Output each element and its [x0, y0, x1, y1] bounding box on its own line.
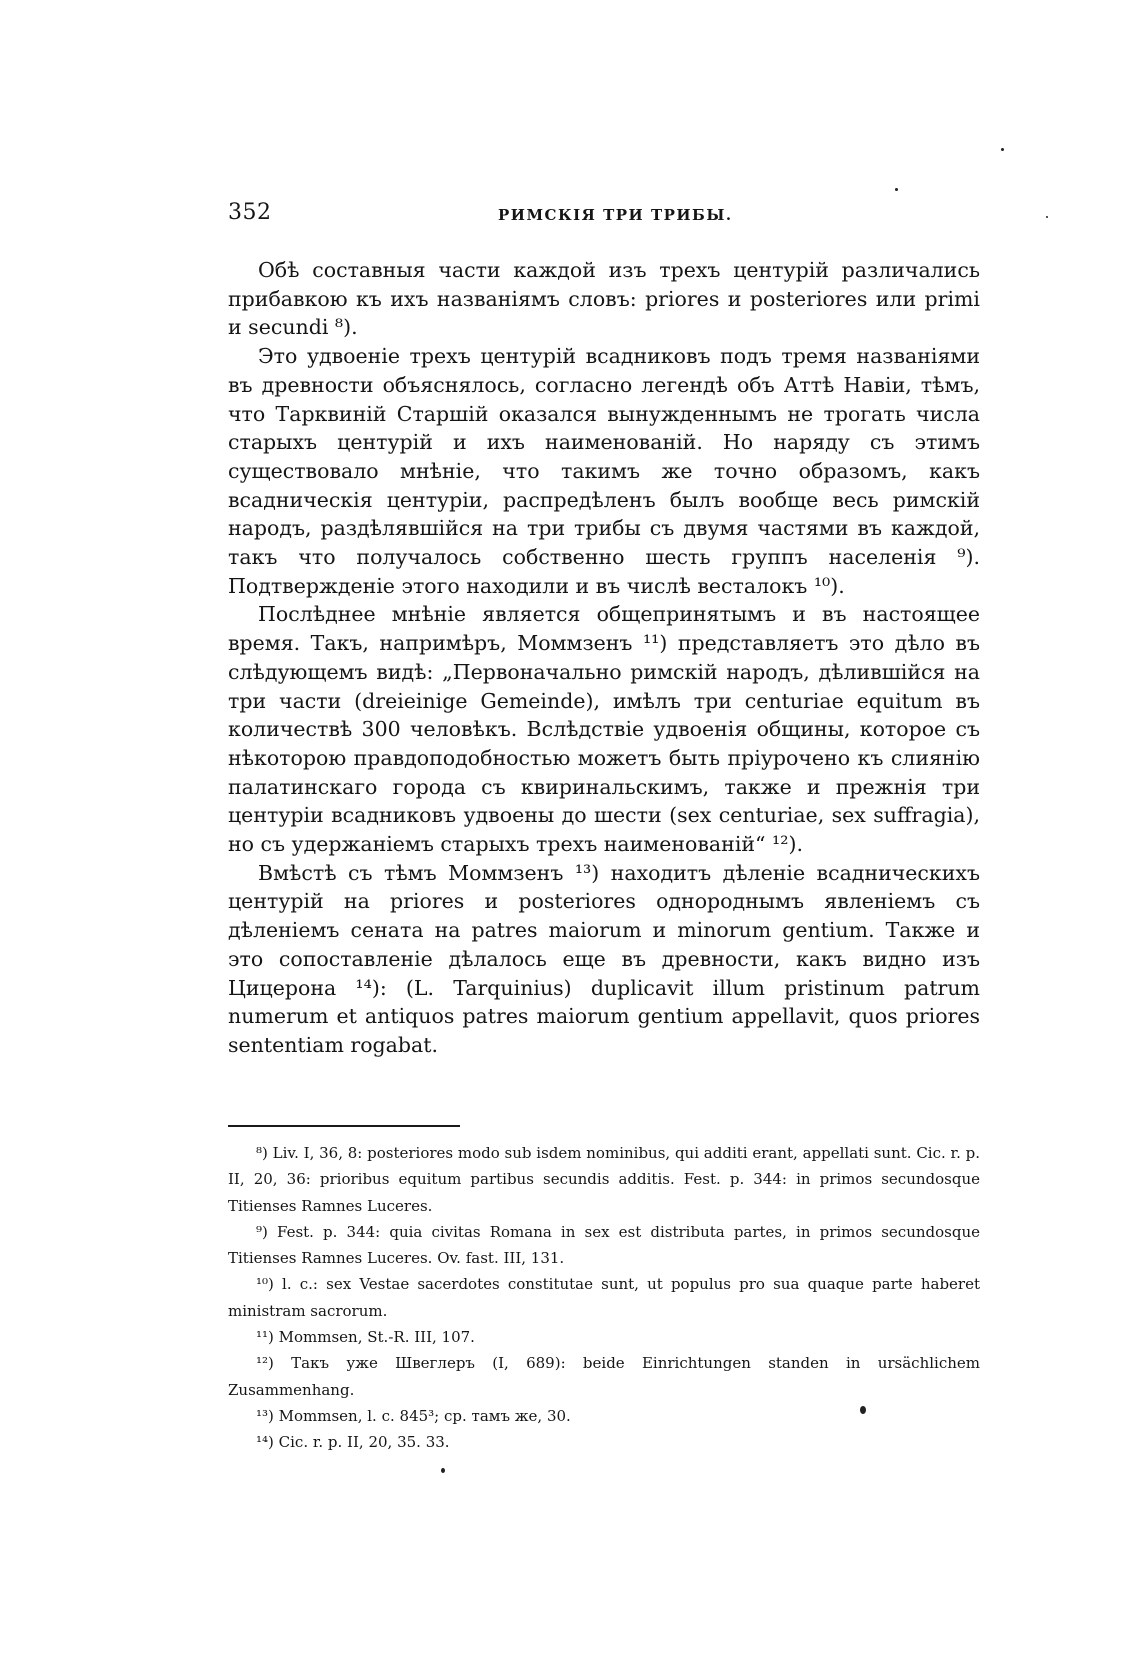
page-header	[228, 200, 980, 232]
scan-speck	[441, 1468, 445, 1473]
footnote-12: ¹²) Такъ уже Швеглеръ (I, 689): beide Einrichtungen standen in ursächlichem Zusammenhang.	[228, 1354, 980, 1399]
page-number: 352	[228, 200, 272, 225]
footnote-14: ¹⁴) Cic. r. p. II, 20, 35. 33.	[256, 1433, 450, 1452]
running-title: РИМСКІЯ ТРИ ТРИБЫ.	[498, 206, 733, 224]
footnote-10: ¹⁰) l. c.: sex Vestae sacerdotes constitutae sunt, ut populus pro sua quaque parte haberet ministram sacrorum.	[228, 1275, 980, 1320]
paragraph-1: Обѣ составныя части каждой изъ трехъ центурій различались прибавкою къ ихъ названіямъ словъ: priores и posteriores или primi и secundi ⁸).	[228, 258, 980, 340]
main-text	[228, 256, 980, 1060]
scan-speck	[1046, 216, 1048, 218]
footnote-11: ¹¹) Mommsen, St.-R. III, 107.	[256, 1328, 475, 1347]
footnote-8: ⁸) Liv. I, 36, 8: posteriores modo sub isdem nominibus, qui additi erant, appellati sunt. Cic. r. p. II, 20, 36: prioribus equitum partibus secundis additis. Fest. p. 344: in primos secundosque Titienses Ramnes Luceres.	[228, 1144, 980, 1215]
footnote-9: ⁹) Fest. p. 344: quia civitas Romana in sex est distributa partes, in primos secundosque Titienses Ramnes Luceres. Ov. fast. III, 131.	[228, 1222, 980, 1268]
paragraph-3: Послѣднее мнѣніе является общепринятымъ и въ настоящее время. Такъ, напримѣръ, Моммзенъ ¹¹) представляетъ это дѣло въ слѣдующемъ видѣ: „Первоначально римскій народъ, дѣлившійся на три части (dreieinige Gemeinde), имѣлъ три centuriae equitum въ количествѣ 300 человѣкъ. Вслѣдствіе удвоенія общины, которое съ нѣкоторою правдоподобностью можетъ быть пріурочено къ слиянію палатинскаго города съ квиринальскимъ, также и прежнія три центуріи всадниковъ удвоены до шести (sex centuriae, sex suffragia), но съ удержаніемъ старыхъ трехъ наименованій“ ¹²).	[228, 602, 980, 857]
scan-speck	[860, 1406, 866, 1414]
paragraph-4: Вмѣстѣ съ тѣмъ Моммзенъ ¹³) находитъ дѣленіе всадническихъ центурій на priores и posteriores однороднымъ явленіемъ съ дѣленіемъ сената на patres maiorum и minorum gentium. Также и это сопоставленіе дѣлалось еще въ древности, какъ видно изъ Цицерона ¹⁴): (L. Tarquinius) duplicavit illum pristinum patrum numerum et antiquos patres maiorum gentium appellavit, quos priores sententiam rogabat.	[228, 860, 980, 1057]
paragraph-2: Это удвоеніе трехъ центурій всадниковъ подъ тремя названіями въ древности объяснялось, согласно легендѣ объ Аттѣ Навіи, тѣмъ, что Тарквиній Старшій оказался вынужденнымъ не трогать числа старыхъ центурій и ихъ наименованій. Но наряду съ этимъ существовало мнѣніе, что такимъ же точно образомъ, какъ всадническія центуріи, распредѣленъ былъ вообще весь римскій народъ, раздѣлявшійся на три трибы съ двумя частями въ каждой, такъ что получалось собственно шесть группъ населенія ⁹). Подтвержденіе этого находили и въ числѣ весталокъ ¹⁰).	[228, 344, 980, 598]
footnotes	[228, 1140, 980, 1456]
footnote-13: ¹³) Mommsen, l. c. 845³; ср. тамъ же, 30.	[256, 1406, 571, 1425]
footnote-separator	[228, 1125, 460, 1127]
scan-speck	[895, 188, 898, 191]
scan-speck	[1001, 148, 1004, 151]
